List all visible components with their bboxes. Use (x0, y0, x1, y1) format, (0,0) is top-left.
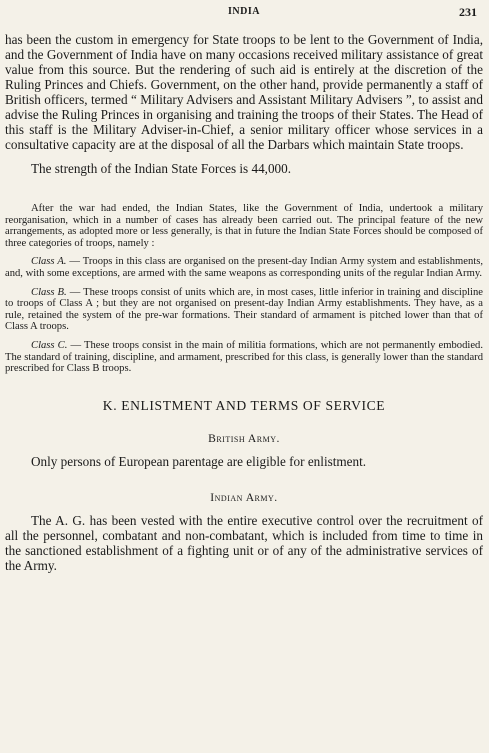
class-a-label: Class A. (31, 256, 67, 268)
paragraph-class-a (5, 256, 483, 279)
paragraph-class-b (5, 287, 483, 333)
page-number: 231 (459, 5, 477, 19)
running-title: INDIA (228, 6, 260, 17)
class-b-label: Class B. (31, 286, 67, 298)
class-c-text: — These troops consist in the main of militia formations, which are not permanently embodied. The standard of training, discipline, and armament, prescribed for this class, is generally lower than the standard prescribed for Class B troops. (5, 339, 483, 375)
paragraph-british-army: Only persons of European parentage are eligible for enlistment. (31, 453, 367, 469)
class-c-label: Class C. (31, 339, 68, 351)
page-header (5, 0, 483, 32)
subheading-indian-army: Indian Army. (210, 490, 278, 504)
class-a-text: — Troops in this class are organised on the present-day Indian Army system and establishments, and, with some exceptions, are armed with the same weapons as corresponding units of the regular Indian Army. (5, 256, 483, 279)
subheading-british-army: British Army. (208, 431, 280, 445)
class-b-text: — These troops consist of units which are, in most cases, little inferior in training and discipline to troops of Class A ; but they are not organised on present-day Indian Army establishments. They have, as a rule, retained the system of the pre-war formations. Their standard of armament is pitched lower than that of Class A troops. (5, 286, 484, 333)
section-heading: K. ENLISTMENT AND TERMS OF SERVICE (102, 397, 386, 413)
paragraph-reorganisation: After the war had ended, the Indian States, like the Government of India, undertook a military reorganisation, which in a number of cases has already been carried out. The principal feature of the new arrangements, as adopted more or less generally, is that in future the Indian State Forces should be composed of three categories of troops, namely : (5, 203, 483, 249)
paragraph-state-troops: has been the custom in emergency for State troops to be lent to the Government of India, and the Government of India have on many occasions received military assistance of great value from this source. But the rendering of such aid is entirely at the discretion of the Ruling Princes and Chiefs. Government, on the other hand, provide permanently a staff of British officers, termed “ Military Advisers and Assistant Military Advisers ”, to assist and advise the Ruling Princes in organising and training the troops of their States. The Head of this staff is the Military Adviser-in-Chief, a senior military officer whose services in a consultative capacity are at the disposal of all the Darbars which maintain State troops. (5, 32, 483, 152)
paragraph-indian-army: The A. G. has been vested with the entire executive control over the recruitment of all the personnel, combatant and non-combatant, which is included from time to time in the sanctioned establishment of a fighting unit or of any of the administrative services of the Army. (5, 512, 483, 573)
paragraph-strength: The strength of the Indian State Forces is 44,000. (31, 161, 292, 176)
paragraph-class-c (5, 340, 483, 375)
